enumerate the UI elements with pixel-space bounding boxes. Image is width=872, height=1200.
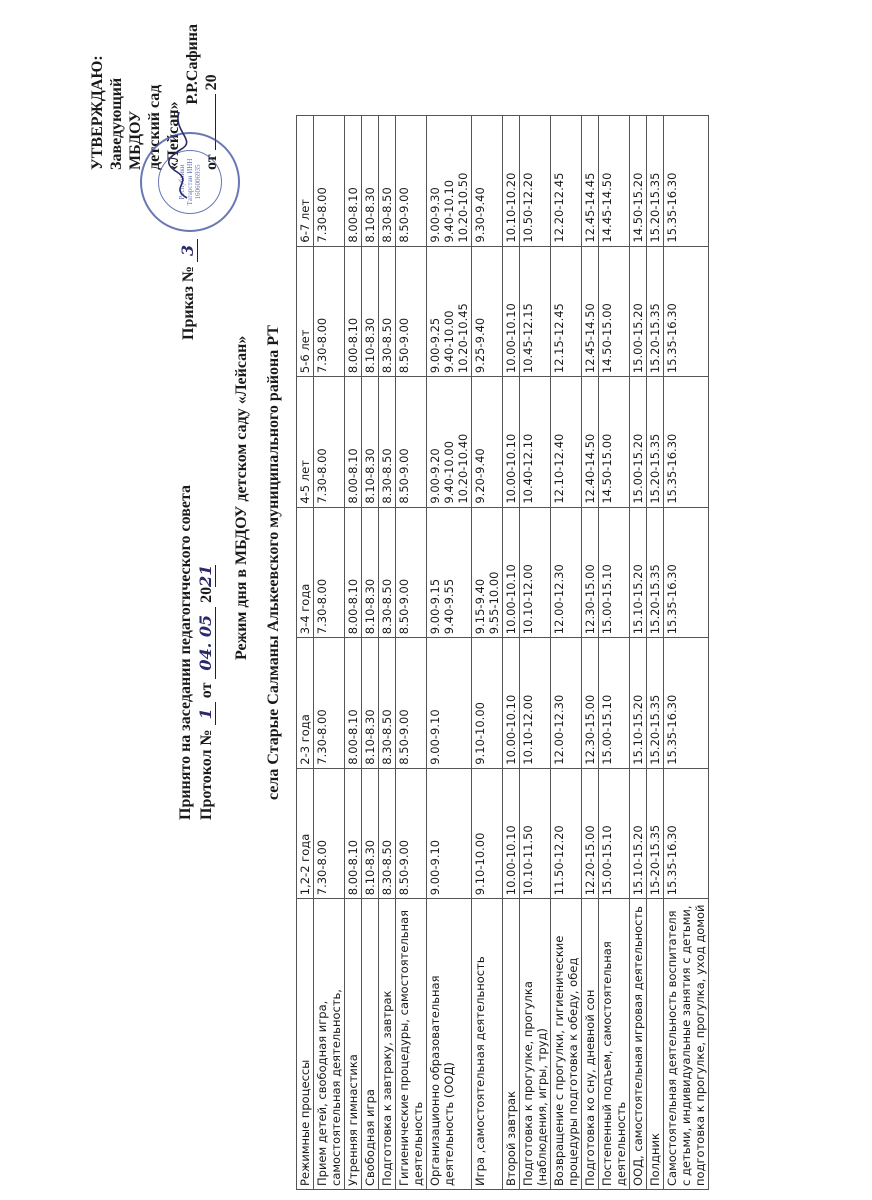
order-line: Приказ № 3	[178, 239, 199, 340]
time-value: 9.20-9.40	[473, 448, 487, 504]
time-value: 15.10-15.20	[631, 825, 645, 896]
time-cell	[520, 246, 551, 377]
time-value: 14.50-15.20	[631, 172, 645, 243]
approve-line2: детский сад «Лейсан»	[146, 84, 182, 170]
time-cell	[582, 507, 599, 638]
time-value: 8.30-8.50	[380, 578, 394, 635]
time-value: 9.00-9.30	[428, 187, 442, 243]
table-row	[472, 116, 503, 1190]
time-cell	[599, 768, 630, 899]
time-cell	[396, 246, 427, 377]
time-cell	[396, 638, 427, 769]
time-value: 9.40-10.00	[442, 440, 456, 504]
time-cell	[647, 768, 664, 899]
time-value: 15.00-15.10	[600, 825, 614, 896]
time-value: 8.50-9.00	[397, 317, 411, 374]
time-value: 8.30-8.50	[380, 317, 394, 374]
time-value: 7.30-8.00	[315, 578, 329, 635]
time-cell	[345, 507, 362, 638]
process-cell: Подготовка к завтраку, завтрак	[379, 899, 396, 1190]
time-cell	[664, 246, 709, 377]
time-value: 10.20-10.50	[456, 172, 470, 243]
process-cell: ООД, самостоятельная игровая деятельность	[630, 899, 647, 1190]
time-value: 15.20-15.35	[648, 172, 662, 243]
time-cell	[582, 768, 599, 899]
order-number: 3	[178, 239, 198, 262]
process-cell: Игра ,самостоятельная деятельность	[472, 899, 503, 1190]
time-cell	[314, 116, 345, 247]
time-cell	[427, 246, 472, 377]
time-cell	[362, 507, 379, 638]
time-cell	[599, 116, 630, 247]
time-cell	[379, 116, 396, 247]
time-cell	[472, 377, 503, 508]
table-row	[362, 116, 379, 1190]
time-cell	[314, 768, 345, 899]
table-row	[647, 116, 664, 1190]
time-value: 9.55-10.00	[487, 571, 501, 635]
process-cell: Свободная игра	[362, 899, 379, 1190]
time-cell	[362, 768, 379, 899]
time-value: 8.10-8.30	[363, 448, 377, 504]
time-value: 9.00-9.15	[428, 578, 442, 635]
time-cell	[630, 377, 647, 508]
time-cell	[551, 638, 582, 769]
time-value: 12.45-14.45	[583, 172, 597, 243]
time-value: 8.00-8.10	[346, 709, 360, 765]
time-value: 10.50-12.20	[521, 172, 535, 243]
time-cell	[647, 377, 664, 508]
council-line2: Протокол № 1 от 04. 05 2021	[196, 564, 215, 820]
time-cell	[427, 377, 472, 508]
header-cell: 3-4 года	[297, 507, 314, 638]
time-cell	[582, 246, 599, 377]
time-value: 9.00-9.20	[428, 448, 442, 504]
time-value: 9.00-9.10	[428, 709, 442, 765]
title-line1: Режим дня в МБДОУ детском саду «Лейсан»	[233, 335, 250, 660]
time-value: 9.25-9.40	[473, 317, 487, 374]
time-cell	[630, 507, 647, 638]
time-value: 9.40-9.55	[442, 578, 456, 635]
time-value: 10.40-12.10	[521, 433, 535, 504]
time-cell	[551, 246, 582, 377]
process-cell: Организационно образовательная деятельность (ООД)	[427, 899, 472, 1190]
time-value: 7.30-8.00	[315, 187, 329, 243]
approve-title: УТВЕРЖДАЮ:	[89, 55, 106, 170]
time-cell	[647, 507, 664, 638]
time-value: 9.00-9.10	[428, 839, 442, 896]
process-cell: Подготовка к прогулке, прогулка (наблюдения, игры, труд)	[520, 899, 551, 1190]
time-cell	[582, 116, 599, 247]
table-row	[379, 116, 396, 1190]
table-row	[664, 116, 709, 1190]
process-cell: Второй завтрак	[503, 899, 520, 1190]
header-cell: 4-5 лет	[297, 377, 314, 508]
time-value: 12.20-12.45	[552, 172, 566, 243]
time-value: 8.30-8.50	[380, 709, 394, 765]
time-cell	[472, 768, 503, 899]
time-value: 12.20-15.00	[583, 825, 597, 896]
time-value: 15.10-15.20	[631, 694, 645, 765]
time-value: 15.00-15.10	[600, 694, 614, 765]
process-cell: Возвращение с прогулки, гигиенические процедуры подготовка к обеду, обед	[551, 899, 582, 1190]
time-value: 8.10-8.30	[363, 709, 377, 765]
time-value: 7.30-8.00	[315, 709, 329, 765]
signature-mark	[165, 110, 195, 200]
time-cell	[345, 246, 362, 377]
time-cell	[362, 116, 379, 247]
time-cell	[582, 377, 599, 508]
time-cell	[551, 377, 582, 508]
time-value: 8.50-9.00	[397, 578, 411, 635]
time-cell	[362, 377, 379, 508]
header-cell: 6-7 лет	[297, 116, 314, 247]
time-cell	[472, 116, 503, 247]
time-value: 10.10-10.20	[504, 172, 518, 243]
time-cell	[379, 638, 396, 769]
time-value: 11.50-12.20	[552, 825, 566, 896]
table-row	[314, 116, 345, 1190]
time-cell	[472, 507, 503, 638]
time-cell	[427, 507, 472, 638]
time-cell	[503, 246, 520, 377]
time-value: 15.00-15.20	[631, 303, 645, 374]
time-cell	[664, 507, 709, 638]
protocol-year: 21	[196, 564, 215, 587]
time-cell	[664, 638, 709, 769]
time-value: 8.30-8.50	[380, 448, 394, 504]
time-value: 7.30-8.00	[315, 839, 329, 896]
time-cell	[503, 507, 520, 638]
time-value: 10.00-10.10	[504, 564, 518, 635]
time-cell	[599, 638, 630, 769]
time-value: 15.20-15.35	[648, 564, 662, 635]
time-cell	[520, 377, 551, 508]
time-value: 15-20-15.35	[648, 824, 662, 896]
schedule-body	[297, 116, 709, 1190]
schedule-table	[296, 115, 709, 1190]
time-value: 8.10-8.30	[363, 187, 377, 243]
time-cell	[396, 507, 427, 638]
table-row	[520, 116, 551, 1190]
time-value: 10.20-10.40	[456, 433, 470, 504]
time-value: 8.00-8.10	[346, 578, 360, 635]
time-value: 10.00-10.10	[504, 825, 518, 896]
header-cell: 5-6 лет	[297, 246, 314, 377]
time-cell	[503, 377, 520, 508]
time-cell	[503, 638, 520, 769]
time-cell	[427, 638, 472, 769]
time-value: 15.35-16.30	[665, 433, 679, 504]
time-cell	[664, 116, 709, 247]
approve-line3: Р.Р.Сафина	[184, 24, 201, 105]
time-cell	[647, 638, 664, 769]
time-value: 8.00-8.10	[346, 839, 360, 896]
time-cell	[551, 116, 582, 247]
time-value: 12.30-15.00	[583, 694, 597, 765]
time-cell	[345, 768, 362, 899]
time-value: 8.50-9.00	[397, 709, 411, 765]
title-line2: села Старые Салманы Алькеевского муниципального района РТ	[265, 325, 282, 800]
table-row	[427, 116, 472, 1190]
time-cell	[472, 638, 503, 769]
header-cell: Режимные процессы	[297, 899, 314, 1190]
time-value: 12.00-12.30	[552, 694, 566, 765]
time-value: 12.15-12.45	[552, 303, 566, 374]
time-cell	[379, 768, 396, 899]
time-cell	[362, 638, 379, 769]
time-cell	[472, 246, 503, 377]
time-cell	[551, 768, 582, 899]
process-cell: Подготовка ко сну, дневной сон	[582, 899, 599, 1190]
time-value: 15.35-16.30	[665, 564, 679, 635]
table-row	[503, 116, 520, 1190]
time-cell	[345, 116, 362, 247]
time-cell	[630, 638, 647, 769]
time-value: 8.10-8.30	[363, 839, 377, 896]
time-value: 10.00-10.10	[504, 694, 518, 765]
council-line1: Принято на заседании педагогического совета	[177, 484, 194, 820]
time-cell	[396, 768, 427, 899]
time-value: 10.45-12.15	[521, 303, 535, 374]
time-cell	[379, 246, 396, 377]
time-value: 12.45-14.50	[583, 303, 597, 374]
time-cell	[664, 377, 709, 508]
time-value: 10.00-10.10	[504, 433, 518, 504]
time-value: 8.50-9.00	[397, 448, 411, 504]
time-value: 7.30-8.00	[315, 448, 329, 504]
time-value: 12.10-12.40	[552, 433, 566, 504]
time-cell	[647, 246, 664, 377]
time-cell	[520, 116, 551, 247]
time-value: 8.50-9.00	[397, 187, 411, 243]
time-value: 8.50-9.00	[397, 839, 411, 896]
time-value: 15.20-15.35	[648, 433, 662, 504]
time-value: 9.10-10.00	[473, 832, 487, 896]
time-cell	[362, 246, 379, 377]
table-row	[599, 116, 630, 1190]
table-header-row	[297, 116, 314, 1190]
time-value: 8.00-8.10	[346, 187, 360, 243]
time-cell	[503, 116, 520, 247]
time-value: 15.10-15.20	[631, 564, 645, 635]
time-cell	[379, 507, 396, 638]
protocol-number: 1	[196, 702, 216, 725]
time-value: 12.40-14.50	[583, 433, 597, 504]
process-cell: Прием детей, свободная игра, самостоятельная деятельность,	[314, 899, 345, 1190]
time-cell	[427, 768, 472, 899]
process-cell: Гигиенические процедуры, самостоятельная деятельность	[396, 899, 427, 1190]
time-value: 8.00-8.10	[346, 448, 360, 504]
time-value: 12.00-12.30	[552, 564, 566, 635]
time-value: 8.00-8.10	[346, 317, 360, 374]
time-cell	[314, 507, 345, 638]
time-value: 15.20-15.35	[648, 303, 662, 374]
time-value: 9.40-10.10	[442, 179, 456, 243]
time-cell	[664, 768, 709, 899]
time-value: 10.20-10.45	[456, 303, 470, 374]
time-cell	[345, 377, 362, 508]
time-value: 15.20-15.35	[648, 694, 662, 765]
table-row	[630, 116, 647, 1190]
time-value: 9.30-9.40	[473, 187, 487, 243]
table-row	[396, 116, 427, 1190]
time-value: 9.00-9.25	[428, 317, 442, 374]
process-cell: Самостоятельная деятельность воспитателя с детьми, индивидуальные занятия с детьми, подготовка к прогулке, прогулка, уход домой	[664, 899, 709, 1190]
time-value: 15.00-15.20	[631, 433, 645, 504]
time-value: 9.40-10.00	[442, 310, 456, 374]
time-cell	[503, 768, 520, 899]
header-cell: 2-3 года	[297, 638, 314, 769]
table-row	[345, 116, 362, 1190]
time-cell	[314, 638, 345, 769]
time-value: 8.10-8.30	[363, 317, 377, 374]
time-cell	[582, 638, 599, 769]
time-cell	[599, 246, 630, 377]
time-cell	[599, 377, 630, 508]
table-row	[551, 116, 582, 1190]
time-value: 10.00-10.10	[504, 303, 518, 374]
time-cell	[314, 246, 345, 377]
time-cell	[551, 507, 582, 638]
approve-date-line: от 20	[203, 74, 220, 170]
time-cell	[520, 507, 551, 638]
time-cell	[396, 377, 427, 508]
time-value: 10.10-11.50	[521, 825, 535, 896]
time-cell	[630, 116, 647, 247]
time-value: 12.30-15.00	[583, 564, 597, 635]
time-value: 8.10-8.30	[363, 578, 377, 635]
time-value: 7.30-8.00	[315, 317, 329, 374]
table-row	[582, 116, 599, 1190]
time-cell	[599, 507, 630, 638]
process-cell: Полдник	[647, 899, 664, 1190]
process-cell: Постепенный подъем, самостоятельная деятельность	[599, 899, 630, 1190]
header-cell: 1,2-2 года	[297, 768, 314, 899]
time-cell	[379, 377, 396, 508]
time-cell	[396, 116, 427, 247]
time-cell	[345, 638, 362, 769]
time-cell	[314, 377, 345, 508]
time-cell	[427, 116, 472, 247]
time-cell	[630, 768, 647, 899]
process-cell: Утренняя гимнастика	[345, 899, 362, 1190]
time-value: 9.10-10.00	[473, 702, 487, 765]
time-value: 8.30-8.50	[380, 839, 394, 896]
protocol-date: 04. 05	[196, 607, 216, 679]
time-value: 15.35-16.30	[665, 825, 679, 896]
time-value: 14.50-15.00	[600, 433, 614, 504]
time-value: 15.35-16.30	[665, 694, 679, 765]
seal-text: Республики Татарстан ИНН 1606006935	[178, 158, 202, 206]
time-value: 10.10-12.00	[521, 564, 535, 635]
time-value: 14.50-15.00	[600, 303, 614, 374]
time-value: 8.30-8.50	[380, 187, 394, 243]
time-cell	[520, 768, 551, 899]
time-value: 14.45-14.50	[600, 172, 614, 243]
time-value: 15.35-16.30	[665, 172, 679, 243]
time-value: 15.35-16.30	[665, 303, 679, 374]
time-cell	[647, 116, 664, 247]
time-cell	[630, 246, 647, 377]
time-value: 9.15-9.40	[473, 578, 487, 635]
time-cell	[520, 638, 551, 769]
time-value: 10.10-12.00	[521, 694, 535, 765]
time-value: 15.00-15.10	[600, 564, 614, 635]
approve-line1: Заведующий МБДОУ	[108, 77, 144, 170]
